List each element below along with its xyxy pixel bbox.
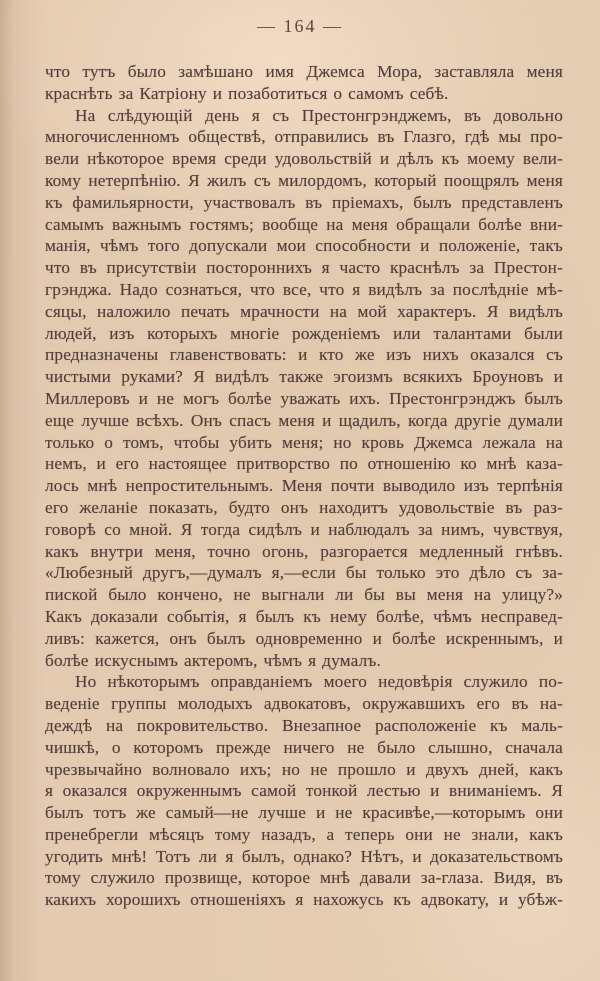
text-line: былъ тотъ же самый—не лучше и не красивѣе,—которымъ они xyxy=(45,803,563,823)
text-line: угодить мнѣ! Тотъ ли я былъ, однако? Нѣтъ, и доказательствомъ xyxy=(45,846,563,866)
text-line: манія, чѣмъ того допускали мои способности и положеніе, такъ xyxy=(45,236,563,256)
text-line: На слѣдующій день я съ Престонгрэнджемъ, въ довольно xyxy=(75,105,563,125)
page-number: — 164 — xyxy=(257,16,343,36)
text-line: Но нѣкоторымъ оправданіемъ моего недовѣрія служило по- xyxy=(75,672,563,692)
text-line: ливъ: кажется, онъ былъ одновременно и болѣе искреннымъ, и xyxy=(45,628,563,648)
text-line: еще лучше всѣхъ. Онъ спасъ меня и щадилъ, когда другіе думали xyxy=(45,410,563,430)
text-line: «Любезный другъ,—думалъ я,—если бы только это дѣло съ за- xyxy=(45,563,563,583)
text-line: краснѣть за Катріону и позаботиться о самомъ себѣ. xyxy=(45,83,449,103)
text-line: предназначены главенствовать: и кто же изъ нихъ оказался съ xyxy=(45,345,563,365)
text-line: людей, изъ которыхъ многіе рожденіемъ или талантами были xyxy=(45,323,563,343)
text-line: чишкѣ, о которомъ прежде ничего не было слышно, сначала xyxy=(45,737,563,757)
text-line: какъ внутри меня, точно огонь, разгорается медленный гнѣвъ. xyxy=(45,541,563,561)
text-line: грэнджа. Надо сознаться, что все, что я видѣлъ за послѣдніе мѣ- xyxy=(45,279,563,299)
text-line: я оказался окруженнымъ самой тонкой лестью и вниманіемъ. Я xyxy=(45,781,563,801)
text-line: вели нѣкоторое время среди удовольствій и дѣлъ къ моему вели- xyxy=(45,149,563,169)
text-line: что тутъ было замѣшано имя Джемса Мора, заставляла меня xyxy=(45,62,563,81)
text-line: какихъ хорошихъ отношеніяхъ я нахожусь къ адвокату, и убѣж- xyxy=(45,890,563,910)
text-line: сяцы, наложило печать мрачности на мой характеръ. Я видѣлъ xyxy=(45,301,563,321)
text-line: говорѣ со мной. Я тогда сидѣлъ и наблюдалъ за нимъ, чувствуя, xyxy=(45,519,563,539)
text-line: кому нетерпѣнію. Я жилъ съ милордомъ, который поощрялъ меня xyxy=(45,170,563,190)
text-line: пренебрегли мѣсяцъ тому назадъ, а теперь они не знали, какъ xyxy=(45,824,563,844)
text-line: веденіе группы молодыхъ адвокатовъ, окружавшихъ его въ на- xyxy=(45,694,563,714)
text-line: пиской было кончено, не выгнали ли бы вы меня на улицу?» xyxy=(45,585,563,605)
text-line: деждѣ на покровительство. Внезапное расположеніе къ маль- xyxy=(45,715,563,735)
text-line: лось мнѣ непростительнымъ. Меня почти выводило изъ терпѣнія xyxy=(45,476,563,496)
text-line: многочисленномъ обществѣ, отправились въ Глазго, гдѣ мы про- xyxy=(45,127,563,147)
text-line: только о томъ, чтобы убить меня; но кровь Джемса лежала на xyxy=(45,432,563,452)
text-line: чрезвычайно волновало ихъ; но не прошло и двухъ дней, какъ xyxy=(45,759,563,779)
text-line: чистыми руками? Я видѣлъ также эгоизмъ всякихъ Броуновъ и xyxy=(45,367,563,387)
text-line: самымъ важнымъ гостямъ; вообще на меня обращали болѣе вни- xyxy=(45,214,563,234)
text-line: къ фамильярности, участвовалъ въ пріемахъ, былъ представленъ xyxy=(45,192,563,212)
text-line: болѣе искуснымъ актеромъ, чѣмъ я думалъ. xyxy=(45,650,381,670)
text-line: немъ, и его настоящее притворство по отношенію ко мнѣ каза- xyxy=(45,454,563,474)
text-line: тому служило прозвище, которое мнѣ давали за-глаза. Видя, въ xyxy=(45,868,563,888)
text-line: его желаніе показать, будто онъ находитъ удовольствіе въ раз- xyxy=(45,497,563,517)
page-text xyxy=(45,61,563,911)
text-line: Миллеровъ и не могъ болѣе уважать ихъ. Престонгрэнджъ былъ xyxy=(45,388,563,408)
text-line: Какъ доказали событія, я былъ къ нему болѣе, чѣмъ несправед- xyxy=(45,606,563,626)
text-line: что въ присутствіи постороннихъ я часто краснѣлъ за Престон- xyxy=(45,258,563,278)
